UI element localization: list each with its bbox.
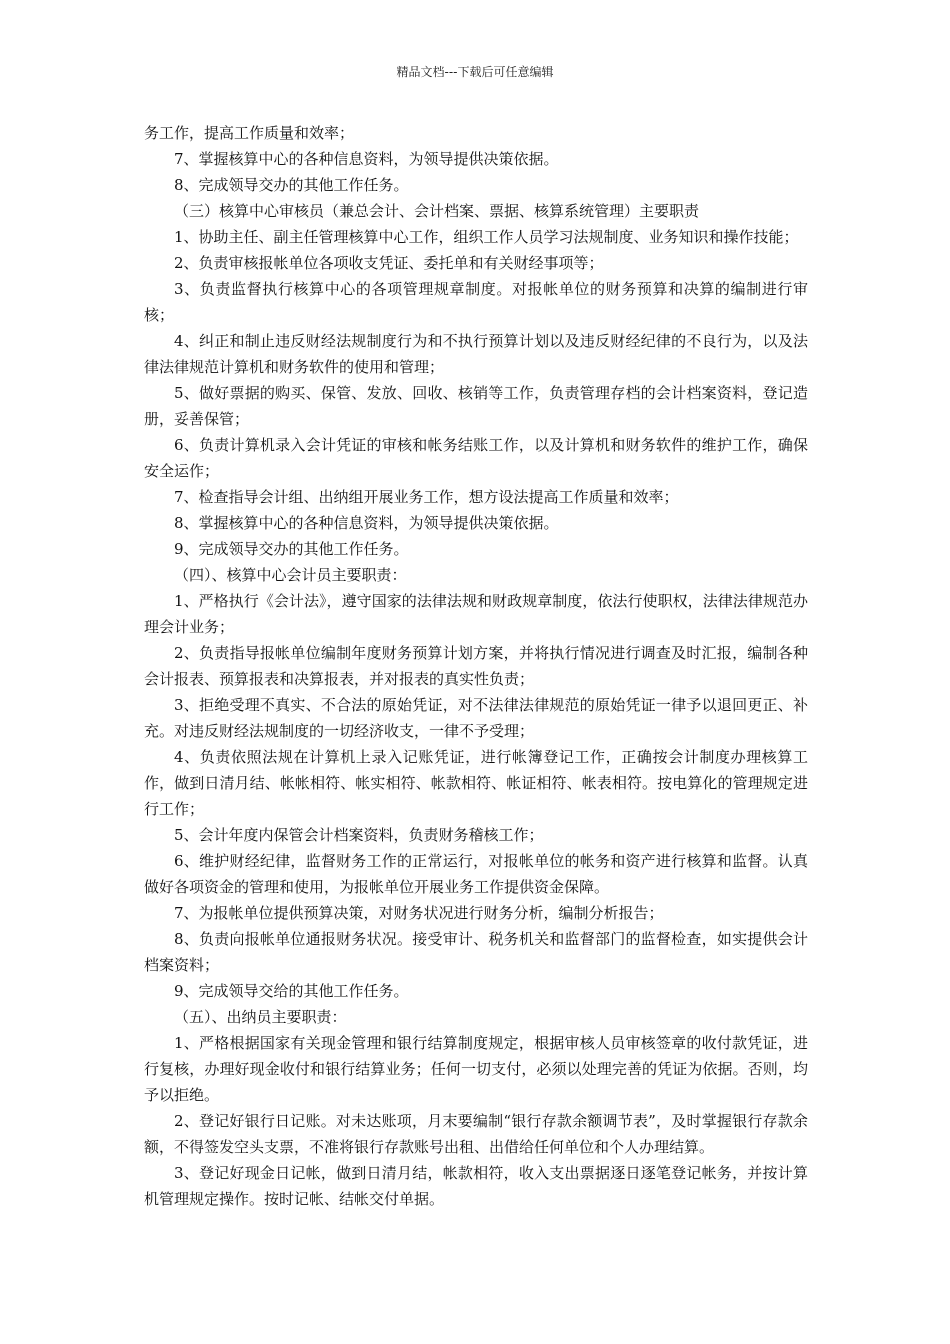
paragraph: 8、掌握核算中心的各种信息资料，为领导提供决策依据。 (174, 514, 559, 532)
document-body (144, 120, 808, 1212)
paragraph: 8、完成领导交办的其他工作任务。 (174, 176, 409, 194)
paragraph: 2、登记好银行日记账。对未达账项，月末要编制“银行存款余额调节表”，及时掌握银行存款余额，不得签发空头支票，不准将银行存款账号出租、出借给任何单位和个人办理结算。 (144, 1112, 808, 1156)
paragraph: 务工作，提高工作质量和效率； (144, 124, 355, 142)
page-header: 精品文档---下载后可任意编辑 (396, 65, 554, 79)
paragraph: 2、负责审核报帐单位各项收支凭证、委托单和有关财经事项等； (174, 254, 604, 272)
paragraph: 6、维护财经纪律，监督财务工作的正常运行，对报帐单位的帐务和资产进行核算和监督。认真做好各项资金的管理和使用，为报帐单位开展业务工作提供资金保障。 (144, 852, 808, 896)
paragraph: 8、负责向报帐单位通报财务状况。接受审计、税务机关和监督部门的监督检查，如实提供会计档案资料； (144, 930, 808, 974)
paragraph: 7、掌握核算中心的各种信息资料，为领导提供决策依据。 (174, 150, 559, 168)
paragraph: 5、会计年度内保管会计档案资料，负责财务稽核工作； (174, 826, 544, 844)
paragraph: 7、检查指导会计组、出纳组开展业务工作，想方设法提高工作质量和效率； (174, 488, 679, 506)
paragraph: 3、拒绝受理不真实、不合法的原始凭证，对不法律法律规范的原始凭证一律予以退回更正、补充。对违反财经法规制度的一切经济收支，一律不予受理； (144, 696, 808, 740)
paragraph: 6、负责计算机录入会计凭证的审核和帐务结账工作，以及计算机和财务软件的维护工作，确保安全运作； (144, 436, 808, 480)
paragraph: 4、纠正和制止违反财经法规制度行为和不执行预算计划以及违反财经纪律的不良行为，以及法律法律规范计算机和财务软件的使用和管理； (144, 332, 808, 376)
paragraph: 9、完成领导交给的其他工作任务。 (174, 982, 409, 1000)
paragraph: 4、负责依照法规在计算机上录入记账凭证，进行帐簿登记工作，正确按会计制度办理核算工作，做到日清月结、帐帐相符、帐实相符、帐款相符、帐证相符、帐表相符。按电算化的管理规定进行工作； (144, 748, 808, 818)
section-heading: （三）核算中心审核员（兼总会计、会计档案、票据、核算系统管理）主要职责 (174, 202, 700, 220)
paragraph: 3、负责监督执行核算中心的各项管理规章制度。对报帐单位的财务预算和决算的编制进行审核； (144, 280, 808, 324)
paragraph: 1、严格根据国家有关现金管理和银行结算制度规定，根据审核人员审核签章的收付款凭证，进行复核，办理好现金收付和银行结算业务；任何一切支付，必须以处理完善的凭证为依据。否则，均予以拒绝。 (144, 1034, 808, 1104)
paragraph: 5、做好票据的购买、保管、发放、回收、核销等工作，负责管理存档的会计档案资料，登记造册，妥善保管； (144, 384, 808, 428)
paragraph: 1、协助主任、副主任管理核算中心工作，组织工作人员学习法规制度、业务知识和操作技能； (174, 228, 799, 246)
paragraph: 3、登记好现金日记帐，做到日清月结，帐款相符，收入支出票据逐日逐笔登记帐务，并按计算机管理规定操作。按时记帐、结帐交付单据。 (144, 1164, 808, 1208)
paragraph: 1、严格执行《会计法》，遵守国家的法律法规和财政规章制度，依法行使职权，法律法律规范办理会计业务； (144, 592, 808, 636)
paragraph: 9、完成领导交办的其他工作任务。 (174, 540, 409, 558)
paragraph: 7、为报帐单位提供预算决策，对财务状况进行财务分析，编制分析报告； (174, 904, 664, 922)
paragraph: 2、负责指导报帐单位编制年度财务预算计划方案，并将执行情况进行调查及时汇报，编制各种会计报表、预算报表和决算报表，并对报表的真实性负责； (144, 644, 808, 688)
section-heading: （五）、出纳员主要职责： (174, 1008, 347, 1026)
section-heading: （四）、核算中心会计员主要职责： (174, 566, 407, 584)
